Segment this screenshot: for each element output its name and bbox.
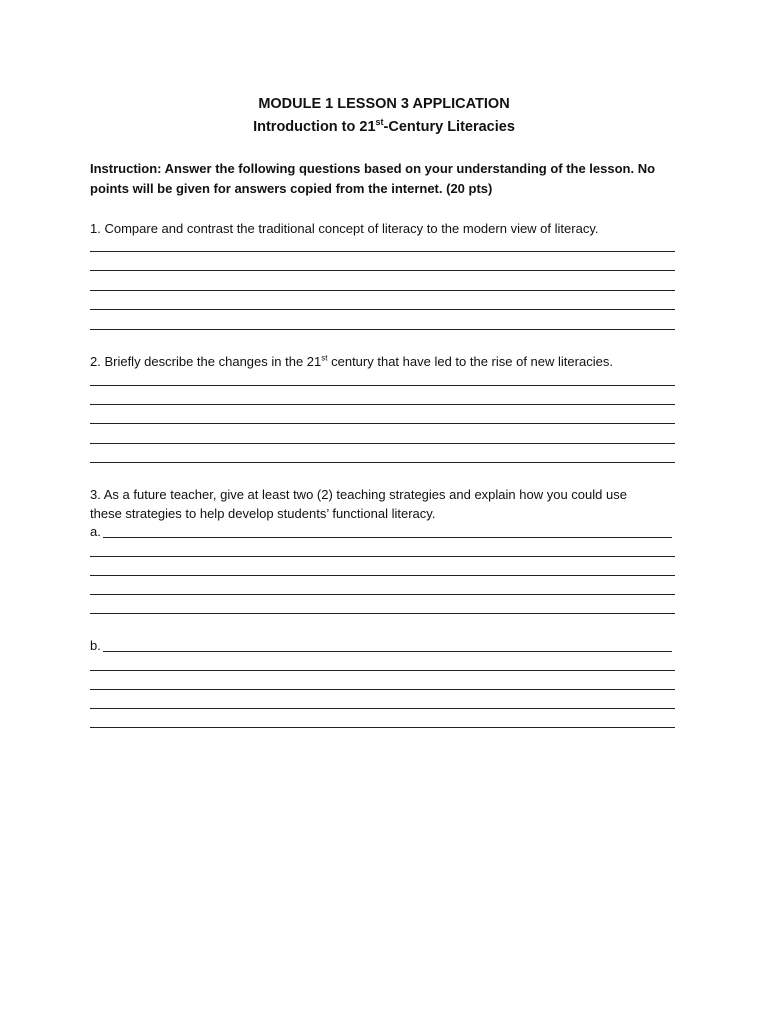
- answer-line-q3b[interactable]: [90, 708, 675, 709]
- question-2-superscript: st: [321, 353, 328, 363]
- answer-line-q3a[interactable]: [103, 537, 672, 538]
- question-2-text-start: 2. Briefly describe the changes in the 21: [90, 354, 322, 369]
- answer-line-q3b[interactable]: [90, 689, 675, 690]
- page-title: MODULE 1 LESSON 3 APPLICATION: [258, 96, 510, 112]
- question-2-text-end: century that have led to the rise of new literacies.: [327, 354, 613, 369]
- question-3-line-1: 3. As a future teacher, give at least two (2) teaching strategies and explain how you could use: [90, 487, 627, 502]
- question-1: 1. Compare and contrast the traditional concept of literacy to the modern view of literacy.: [90, 221, 599, 236]
- answer-line-q3a[interactable]: [90, 594, 675, 595]
- page-subtitle: [0, 117, 768, 137]
- subtitle-text-end: -Century Literacies: [383, 119, 515, 135]
- question-3-line-2: these strategies to help develop students’ functional literacy.: [90, 506, 436, 521]
- answer-line-q3b[interactable]: [90, 670, 675, 671]
- answer-line-q1[interactable]: [90, 270, 675, 271]
- question-3: [90, 485, 680, 523]
- answer-line-q3b[interactable]: [103, 651, 672, 652]
- answer-line-q2[interactable]: [90, 423, 675, 424]
- answer-line-q3a[interactable]: [90, 613, 675, 614]
- instruction-line-2: points will be given for answers copied from the internet. (20 pts): [90, 181, 493, 196]
- answer-line-q3a[interactable]: [90, 575, 675, 576]
- answer-line-q2[interactable]: [90, 404, 675, 405]
- answer-line-q1[interactable]: [90, 251, 675, 252]
- instruction-block: [90, 159, 680, 199]
- answer-line-q2[interactable]: [90, 462, 675, 463]
- answer-line-q1[interactable]: [90, 309, 675, 310]
- question-2: [90, 352, 680, 371]
- answer-line-q2[interactable]: [90, 385, 675, 386]
- subtitle-text-start: Introduction to 21: [253, 119, 376, 135]
- answer-line-q3a[interactable]: [90, 556, 675, 557]
- subtitle-superscript: st: [375, 117, 384, 128]
- answer-a-label: a.: [90, 524, 101, 539]
- answer-line-q3b[interactable]: [90, 727, 675, 728]
- answer-line-q1[interactable]: [90, 290, 675, 291]
- instruction-line-1: Instruction: Answer the following questions based on your understanding of the lesson. No: [90, 161, 656, 176]
- answer-b-label: b.: [90, 638, 101, 653]
- answer-line-q1[interactable]: [90, 329, 675, 330]
- answer-line-q2[interactable]: [90, 443, 675, 444]
